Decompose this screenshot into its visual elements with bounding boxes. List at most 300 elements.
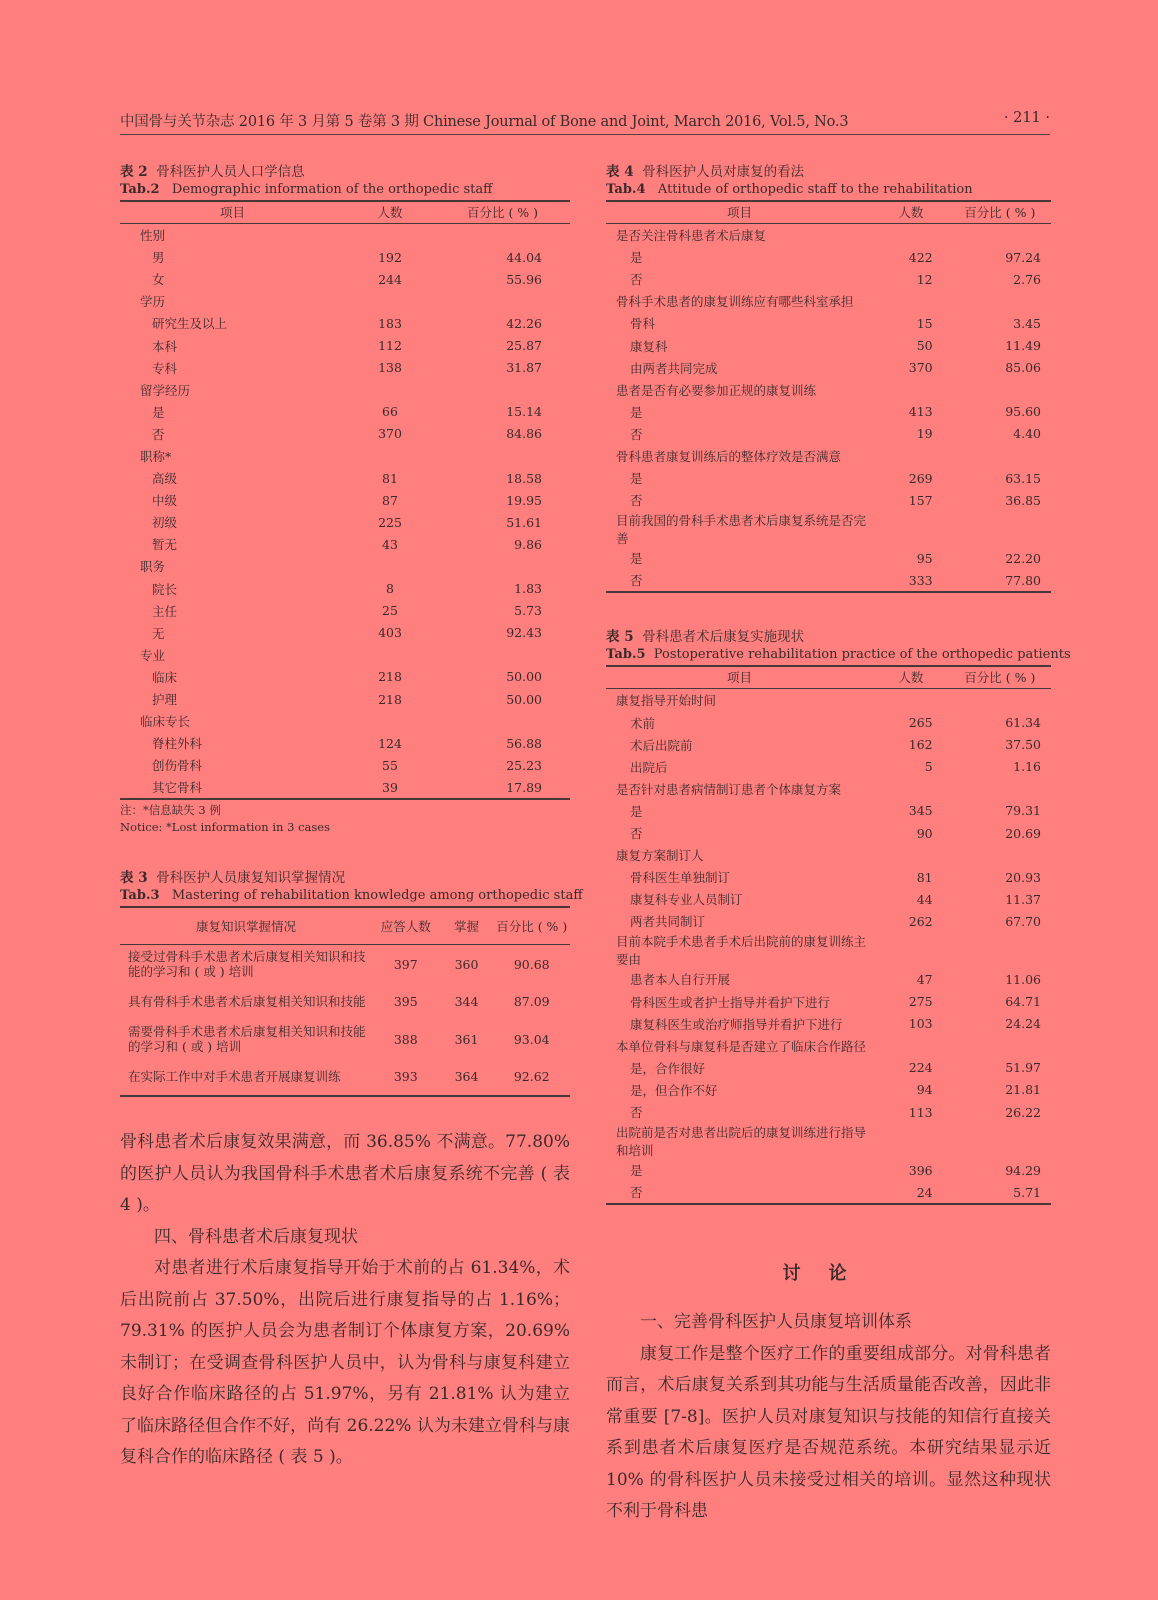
table-4-grid [606, 200, 1051, 593]
cell-count: 66 [382, 404, 398, 420]
table-5-grid [606, 665, 1051, 1205]
row-item-label: 否 [606, 1181, 873, 1204]
cell-percent: 11.06 [1005, 971, 1041, 987]
cell-percent: 18.58 [506, 470, 542, 486]
table-row [120, 644, 570, 666]
row-item-label: 研究生及以上 [152, 316, 228, 332]
cell-count: 138 [378, 360, 402, 376]
cell-count: 5 [924, 759, 933, 775]
table-row [120, 1058, 570, 1096]
cell-percent: 50.00 [506, 691, 542, 707]
table-row [606, 910, 1051, 932]
table-row [120, 467, 570, 489]
cell-percent: 37.50 [1005, 737, 1041, 753]
row-item-label: 无 [152, 625, 165, 641]
cell-count: 24 [873, 1181, 949, 1204]
column-header: 人数 [873, 666, 949, 689]
knowledge-item: 具有骨科手术患者术后康复相关知识和技能 [128, 994, 366, 1010]
cell-empty [949, 689, 1051, 712]
left-body-text [120, 1127, 570, 1474]
discussion-heading: 讨论 [782, 1263, 875, 1285]
table-row [606, 511, 1051, 547]
cell-percent: 11.37 [1005, 891, 1041, 907]
cell-empty [435, 644, 570, 666]
row-group-label: 目前本院手术患者手术后出院前的康复训练主要由 [616, 934, 867, 968]
cell-percent: 50.00 [506, 669, 542, 685]
table-row [606, 445, 1051, 467]
cell-percent: 97.24 [1005, 249, 1041, 265]
cell-count: 244 [378, 271, 402, 287]
row-item-label: 是 [152, 404, 165, 420]
cell-percent: 25.87 [506, 338, 542, 354]
right-column [606, 164, 1071, 1528]
cell-percent: 42.26 [506, 315, 542, 331]
table-row [120, 511, 570, 533]
cell-count: 345 [908, 803, 933, 819]
table-row [120, 754, 570, 776]
row-item-label: 专科 [152, 360, 178, 376]
cell-percent: 2.76 [1013, 271, 1041, 287]
cell-percent: 17.89 [435, 776, 570, 799]
cell-mastered: 364 [440, 1058, 494, 1096]
cell-percent: 93.04 [513, 1031, 550, 1047]
row-item-label: 术后出院前 [630, 737, 693, 753]
row-item-label: 是 [630, 250, 643, 266]
cell-count: 396 [908, 1162, 933, 1178]
table-row [606, 489, 1051, 511]
table-row [606, 888, 1051, 910]
table-row [606, 547, 1051, 569]
table-row [120, 489, 570, 511]
column-header: 人数 [873, 201, 949, 224]
cell-percent: 20.69 [1005, 825, 1041, 841]
row-group-label: 康复方案制订人 [616, 848, 704, 864]
cell-empty [873, 778, 949, 800]
table-row [606, 268, 1051, 290]
cell-count: 333 [873, 569, 949, 592]
column-header: 百分比 ( % ) [949, 201, 1051, 224]
cell-count: 225 [378, 514, 402, 530]
table-row [120, 379, 570, 401]
row-item-label: 高级 [152, 471, 178, 487]
cell-empty [949, 379, 1051, 401]
table-row [606, 712, 1051, 734]
cell-count: 157 [908, 492, 933, 508]
cell-percent: 22.20 [1005, 550, 1041, 566]
row-group-label: 患者是否有必要参加正规的康复训练 [616, 382, 817, 398]
table-row [606, 290, 1051, 312]
knowledge-item: 接受过骨科手术患者术后康复相关知识和技能的学习和 ( 或 ) 培训 [128, 949, 366, 980]
row-item-label: 否 [630, 826, 643, 842]
row-item-label: 术前 [630, 715, 656, 731]
cell-count: 403 [378, 625, 402, 641]
table-2-caption-en: Tab.2 Demographic information of the orthopedic staff [120, 182, 493, 197]
cell-count: 162 [908, 737, 933, 753]
table-row [120, 445, 570, 467]
row-item-label: 两者共同制订 [630, 914, 706, 930]
running-header [120, 108, 1050, 135]
left-column [120, 164, 583, 1474]
table-row [606, 1159, 1051, 1181]
row-item-label: 否 [630, 493, 643, 509]
table-row [120, 401, 570, 423]
body-paragraph: 对患者进行术后康复指导开始于术前的占 61.34%，术后出院前占 37.50%，出院后进行康复指导的占 1.16%；79.31% 的医护人员会为患者制订个体康复方案，20.69% 未制订；在受调查骨科医护人员中，认为骨科与康复科建立良好合作临床路径的占 51.97%，另有 21.81% 认为建立了临床路径但合作不好，尚有 26.22% 认为未建立骨科与康复科合作的临床路径 ( 表 5 )。 [120, 1258, 570, 1468]
cell-percent: 21.81 [1005, 1082, 1041, 1098]
cell-count: 124 [378, 735, 402, 751]
cell-percent: 56.88 [506, 735, 542, 751]
row-group-label: 是否关注骨科患者术后康复 [616, 228, 767, 244]
table-row [606, 734, 1051, 756]
row-item-label: 康复科 [630, 338, 668, 354]
row-group-label: 临床专长 [140, 714, 191, 730]
table-2 [120, 164, 570, 836]
row-group-label: 康复指导开始时间 [616, 693, 717, 709]
row-group-label: 出院前是否对患者出院后的康复训练进行指导和培训 [616, 1125, 867, 1159]
cell-empty [345, 290, 435, 312]
table-row [606, 334, 1051, 356]
cell-count: 94 [916, 1082, 933, 1098]
cell-empty [345, 224, 435, 247]
table-row [120, 268, 570, 290]
table-row [606, 756, 1051, 778]
table-row [120, 688, 570, 710]
row-group-label: 骨科手术患者的康复训练应有哪些科室承担 [616, 294, 854, 310]
table-2-note-cn: 注：*信息缺失 3 例 [120, 803, 221, 818]
row-group-label: 职务 [140, 559, 166, 575]
row-group-label: 留学经历 [140, 382, 191, 398]
cell-count: 262 [908, 913, 933, 929]
cell-count: 103 [908, 1016, 933, 1032]
row-item-label: 本科 [152, 338, 178, 354]
column-header: 百分比 ( % ) [494, 907, 571, 945]
cell-count: 19 [916, 426, 933, 442]
column-header: 项目 [606, 201, 873, 224]
table-row [120, 533, 570, 555]
table-row [606, 1181, 1051, 1204]
table-row [606, 822, 1051, 844]
cell-percent: 77.80 [949, 569, 1051, 592]
cell-count: 50 [916, 338, 933, 354]
table-5-caption-en: Tab.5 Postoperative rehabilitation practice of the orthopedic patients [606, 647, 1071, 663]
table-row [120, 732, 570, 754]
table-row [120, 1020, 570, 1058]
cell-count: 370 [378, 426, 402, 442]
cell-empty [873, 379, 949, 401]
cell-percent: 20.93 [1005, 869, 1041, 885]
cell-percent: 61.34 [1005, 715, 1041, 731]
cell-count: 265 [908, 715, 933, 731]
table-row [606, 1013, 1051, 1035]
cell-respondents: 388 [393, 1031, 418, 1047]
cell-percent: 15.14 [506, 404, 542, 420]
cell-percent: 51.97 [1005, 1060, 1041, 1076]
row-item-label: 中级 [152, 493, 178, 509]
column-header: 康复知识掌握情况 [120, 907, 372, 945]
table-row [120, 357, 570, 379]
column-header: 百分比 ( % ) [949, 666, 1051, 689]
table-row [606, 932, 1051, 968]
cell-count: 113 [908, 1104, 933, 1120]
row-item-label: 脊柱外科 [152, 736, 203, 752]
cell-count: 95 [916, 550, 933, 566]
cell-percent: 92.43 [506, 625, 542, 641]
cell-percent: 26.22 [1005, 1104, 1041, 1120]
cell-empty [873, 290, 949, 312]
table-row [120, 312, 570, 334]
cell-count: 25 [382, 603, 398, 619]
cell-empty [345, 710, 435, 732]
column-header: 人数 [345, 201, 435, 224]
row-item-label: 出院后 [630, 759, 668, 775]
cell-count: 422 [908, 249, 933, 265]
cell-percent: 9.86 [514, 536, 542, 552]
row-item-label: 骨科 [630, 316, 656, 332]
cell-count: 87 [382, 492, 398, 508]
table-row [120, 334, 570, 356]
table-row [606, 312, 1051, 334]
column-header: 掌握 [440, 907, 494, 945]
cell-respondents: 393 [372, 1058, 440, 1096]
table-row [120, 945, 570, 984]
row-item-label: 是 [630, 404, 643, 420]
table-row [606, 357, 1051, 379]
table-row [606, 844, 1051, 866]
column-header: 百分比 ( % ) [435, 201, 570, 224]
cell-empty [949, 445, 1051, 467]
table-row [120, 578, 570, 600]
cell-percent: 67.70 [1005, 913, 1041, 929]
table-row [120, 983, 570, 1020]
row-item-label: 康复科医生或治疗师指导并看护下进行 [630, 1016, 843, 1032]
cell-percent: 55.96 [506, 271, 542, 287]
column-header: 项目 [606, 666, 873, 689]
cell-percent: 1.16 [1013, 759, 1041, 775]
table-row [120, 622, 570, 644]
table-row [606, 1101, 1051, 1123]
cell-empty [949, 778, 1051, 800]
table-row [606, 423, 1051, 445]
discussion-paragraph: 康复工作是整个医疗工作的重要组成部分。对骨科患者而言，术后康复关系到其功能与生活质量能否改善，因此非常重要 [7-8]。医护人员对康复知识与技能的知信行直接关系到患者术后康复医疗是否规范系统。本研究结果显示近 10% 的骨科医护人员未接受过相关的培训。显然这种现状不利于骨科患 [606, 1343, 1051, 1522]
cell-count: 8 [386, 581, 394, 597]
discussion-body [606, 1307, 1051, 1528]
row-group-label: 性别 [140, 228, 166, 244]
cell-count: 275 [908, 994, 933, 1010]
discussion-subheading: 一、完善骨科医护人员康复培训体系 [640, 1312, 912, 1333]
knowledge-item: 需要骨科手术患者术后康复相关知识和技能的学习和 ( 或 ) 培训 [128, 1024, 366, 1055]
column-header: 应答人数 [372, 907, 440, 945]
cell-empty [345, 644, 435, 666]
column-header: 项目 [120, 201, 345, 224]
cell-percent: 90.68 [513, 956, 550, 972]
cell-empty [873, 511, 949, 547]
table-row [606, 800, 1051, 822]
section-subheading: 四、骨科患者术后康复现状 [154, 1226, 358, 1247]
table-row [606, 1079, 1051, 1101]
cell-count: 269 [908, 470, 933, 486]
table-row [606, 401, 1051, 423]
row-item-label: 护理 [152, 692, 178, 708]
cell-percent: 3.45 [1013, 315, 1041, 331]
table-5 [606, 629, 1071, 1205]
cell-percent: 92.62 [494, 1058, 571, 1096]
cell-empty [345, 379, 435, 401]
cell-empty [873, 1123, 949, 1159]
row-item-label: 是 [630, 1163, 643, 1179]
cell-percent: 79.31 [1005, 803, 1041, 819]
row-group-label: 学历 [140, 294, 166, 310]
cell-count: 55 [382, 757, 398, 773]
cell-count: 224 [908, 1060, 933, 1076]
table-row [120, 290, 570, 312]
row-group-label: 是否针对患者病情制订患者个体康复方案 [616, 781, 842, 797]
cell-empty [949, 1035, 1051, 1057]
cell-empty [873, 844, 949, 866]
table-4-caption-en: Tab.4 Attitude of orthopedic staff to the rehabilitation [606, 182, 973, 197]
cell-percent: 51.61 [506, 514, 542, 530]
table-2-caption-cn: 表 2 骨科医护人员人口学信息 [120, 164, 305, 180]
table-row [120, 666, 570, 688]
cell-empty [873, 1035, 949, 1057]
cell-percent: 85.06 [1005, 360, 1041, 376]
cell-count: 218 [378, 691, 402, 707]
row-group-label: 目前我国的骨科手术患者术后康复系统是否完善 [616, 513, 867, 547]
row-item-label: 否 [630, 426, 643, 442]
row-item-label: 是 [630, 803, 643, 819]
row-item-label: 是 [630, 471, 643, 487]
cell-empty [949, 1123, 1051, 1159]
cell-empty [873, 689, 949, 712]
row-item-label: 患者本人自行开展 [630, 972, 731, 988]
table-row [606, 569, 1051, 592]
cell-percent: 11.49 [1005, 338, 1041, 354]
table-2-grid [120, 200, 570, 800]
cell-count: 81 [916, 869, 933, 885]
row-item-label: 创伤骨科 [152, 758, 203, 774]
cell-empty [435, 290, 570, 312]
cell-count: 44 [916, 891, 933, 907]
cell-count: 81 [382, 470, 398, 486]
row-item-label: 男 [152, 250, 165, 266]
table-2-note-en: Notice: *Lost information in 3 cases [120, 820, 330, 835]
cell-percent: 31.87 [506, 360, 542, 376]
table-3-grid [120, 906, 570, 1097]
row-item-label: 骨科医生或者护士指导并看护下进行 [630, 994, 831, 1010]
table-row [606, 1035, 1051, 1057]
row-item-label: 否 [630, 272, 643, 288]
cell-percent: 94.29 [1005, 1162, 1041, 1178]
cell-empty [345, 445, 435, 467]
cell-mastered: 344 [454, 994, 479, 1010]
table-row [606, 968, 1051, 990]
cell-count: 90 [916, 825, 933, 841]
cell-percent: 95.60 [1005, 404, 1041, 420]
table-row [120, 600, 570, 622]
table-row [606, 1123, 1051, 1159]
row-item-label: 由两者共同完成 [630, 360, 718, 376]
row-item-label: 是 [630, 551, 643, 567]
cell-count: 413 [908, 404, 933, 420]
table-row [120, 224, 570, 247]
row-item-label: 院长 [152, 581, 178, 597]
cell-percent: 24.24 [1005, 1016, 1041, 1032]
cell-respondents: 397 [393, 956, 418, 972]
row-item-label: 骨科医生单独制订 [630, 870, 731, 886]
cell-percent: 4.40 [1013, 426, 1041, 442]
cell-count: 39 [345, 776, 435, 799]
cell-empty [873, 932, 949, 968]
row-item-label: 否 [152, 426, 165, 442]
cell-respondents: 395 [393, 994, 418, 1010]
table-row [120, 555, 570, 577]
table-4-caption-cn: 表 4 骨科医护人员对康复的看法 [606, 164, 805, 180]
cell-count: 112 [378, 338, 402, 354]
row-group-label: 本单位骨科与康复科是否建立了临床合作路径 [616, 1038, 867, 1054]
cell-count: 43 [382, 536, 398, 552]
row-item-label: 否 [630, 1105, 643, 1121]
table-row [120, 710, 570, 732]
table-5-caption-cn: 表 5 骨科患者术后康复实施现状 [606, 629, 805, 646]
page-number: · 211 · [1003, 110, 1050, 126]
table-4 [606, 164, 1051, 593]
table-row [120, 776, 570, 799]
cell-percent: 64.71 [1005, 994, 1041, 1010]
row-item-label: 初级 [152, 515, 178, 531]
table-row [606, 991, 1051, 1013]
row-item-label: 其它骨科 [120, 776, 345, 799]
cell-percent: 87.09 [513, 994, 550, 1010]
table-row [606, 224, 1051, 247]
cell-empty [949, 844, 1051, 866]
cell-empty [949, 224, 1051, 247]
cell-empty [949, 290, 1051, 312]
cell-empty [949, 932, 1051, 968]
row-item-label: 康复科专业人员制订 [630, 892, 743, 908]
cell-empty [435, 379, 570, 401]
cell-count: 12 [916, 271, 933, 287]
row-group-label: 专业 [140, 647, 166, 663]
cell-percent: 1.83 [514, 581, 542, 597]
table-3-caption-cn: 表 3 骨科医护人员康复知识掌握情况 [120, 870, 346, 887]
cell-count: 370 [908, 360, 933, 376]
table-row [606, 467, 1051, 489]
cell-empty [949, 511, 1051, 547]
row-group-label: 骨科患者康复训练后的整体疗效是否满意 [616, 448, 842, 464]
table-row [120, 423, 570, 445]
row-item-label: 是，但合作不好 [630, 1082, 718, 1098]
knowledge-item: 在实际工作中对手术患者开展康复训练 [120, 1058, 372, 1096]
cell-percent: 36.85 [1005, 492, 1041, 508]
cell-percent: 84.86 [506, 426, 542, 442]
table-row [606, 246, 1051, 268]
row-item-label: 女 [152, 272, 165, 288]
cell-count: 183 [378, 315, 402, 331]
cell-count: 15 [916, 315, 933, 331]
cell-count: 47 [916, 971, 933, 987]
table-row [606, 778, 1051, 800]
table-3-caption-en: Tab.3 Mastering of rehabilitation knowledge among orthopedic staff [120, 888, 583, 904]
table-row [606, 379, 1051, 401]
row-group-label: 职称* [140, 448, 172, 464]
cell-percent: 44.04 [506, 249, 542, 265]
cell-percent: 19.95 [506, 492, 542, 508]
row-item-label: 暂无 [152, 537, 178, 553]
cell-percent: 25.23 [506, 757, 542, 773]
cell-percent: 63.15 [1005, 470, 1041, 486]
cell-percent: 5.73 [514, 603, 542, 619]
body-paragraph: 骨科患者术后康复效果满意，而 36.85% 不满意。77.80% 的医护人员认为我国骨科手术患者术后康复系统不完善 ( 表 4 )。 [120, 1132, 570, 1216]
cell-percent: 5.71 [949, 1181, 1051, 1204]
cell-empty [345, 555, 435, 577]
